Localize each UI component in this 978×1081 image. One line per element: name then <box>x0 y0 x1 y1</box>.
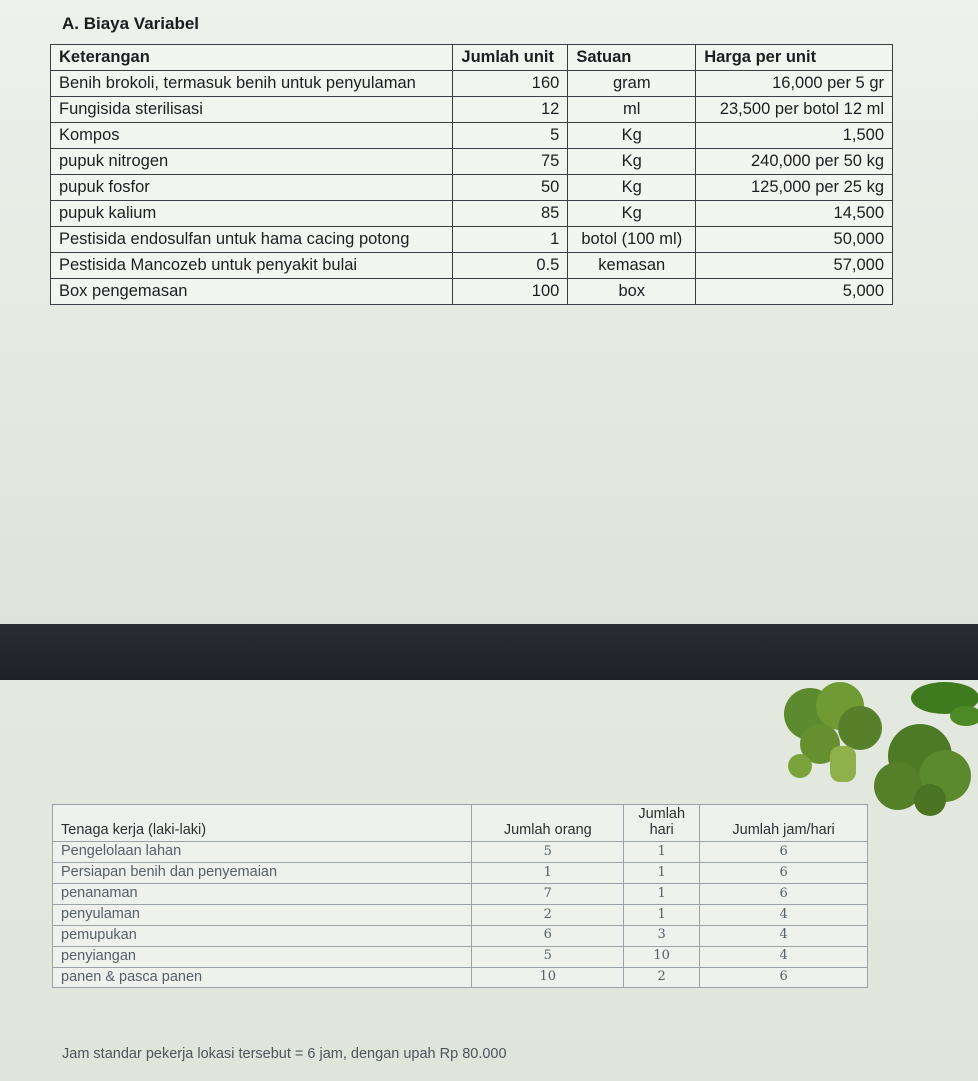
cell-keterangan: pupuk fosfor <box>51 174 453 200</box>
labor-note: Jam standar pekerja lokasi tersebut = 6 jam, dengan upah Rp 80.000 <box>62 1046 507 1062</box>
cell-tenaga: Pengelolaan lahan <box>53 841 472 862</box>
cell-hari: 1 <box>624 904 700 925</box>
header-jumlah-unit: Jumlah unit <box>453 45 568 71</box>
cell-jumlah: 75 <box>453 148 568 174</box>
cell-keterangan: pupuk kalium <box>51 200 453 226</box>
table-row <box>51 252 893 278</box>
table-row <box>53 883 868 904</box>
cell-satuan: box <box>568 278 696 304</box>
cell-orang: 5 <box>472 946 624 967</box>
cell-satuan: botol (100 ml) <box>568 226 696 252</box>
table-row <box>51 70 893 96</box>
table-row <box>51 148 893 174</box>
cell-harga: 14,500 <box>696 200 893 226</box>
cell-tenaga: penyiangan <box>53 946 472 967</box>
cell-keterangan: Pestisida endosulfan untuk hama cacing potong <box>51 226 453 252</box>
cell-orang: 10 <box>472 967 624 988</box>
cell-keterangan: pupuk nitrogen <box>51 148 453 174</box>
cell-satuan: Kg <box>568 174 696 200</box>
cell-jam: 4 <box>700 925 868 946</box>
cell-harga: 50,000 <box>696 226 893 252</box>
table-row <box>53 904 868 925</box>
cell-harga: 57,000 <box>696 252 893 278</box>
table-row <box>51 278 893 304</box>
dark-slide-divider <box>0 624 978 680</box>
table-row <box>53 862 868 883</box>
header-keterangan: Keterangan <box>51 45 453 71</box>
cell-jam: 6 <box>700 883 868 904</box>
cell-tenaga: penanaman <box>53 883 472 904</box>
cell-tenaga: penyulaman <box>53 904 472 925</box>
broccoli-icon <box>770 676 978 816</box>
cell-jam: 6 <box>700 841 868 862</box>
cell-tenaga: panen & pasca panen <box>53 967 472 988</box>
cell-jam: 4 <box>700 904 868 925</box>
table-header-row <box>53 805 868 842</box>
section-title: A. Biaya Variabel <box>62 14 200 33</box>
cell-harga: 23,500 per botol 12 ml <box>696 96 893 122</box>
table-row <box>53 967 868 988</box>
cell-hari: 10 <box>624 946 700 967</box>
cell-jam: 6 <box>700 862 868 883</box>
header-satuan: Satuan <box>568 45 696 71</box>
header-jumlah-orang: Jumlah orang <box>472 805 624 842</box>
cell-harga: 16,000 per 5 gr <box>696 70 893 96</box>
cell-tenaga: Persiapan benih dan penyemaian <box>53 862 472 883</box>
variable-cost-table <box>50 44 893 305</box>
cell-jumlah: 0.5 <box>453 252 568 278</box>
cell-hari: 1 <box>624 883 700 904</box>
cell-satuan: Kg <box>568 148 696 174</box>
cell-satuan: Kg <box>568 122 696 148</box>
cell-tenaga: pemupukan <box>53 925 472 946</box>
header-tenaga: Tenaga kerja (laki-laki) <box>53 805 472 842</box>
header-jumlah-jam: Jumlah jam/hari <box>700 805 868 842</box>
cell-jumlah: 5 <box>453 122 568 148</box>
table-row <box>53 925 868 946</box>
cell-hari: 1 <box>624 841 700 862</box>
cell-hari: 1 <box>624 862 700 883</box>
cell-jumlah: 85 <box>453 200 568 226</box>
header-harga: Harga per unit <box>696 45 893 71</box>
cell-satuan: kemasan <box>568 252 696 278</box>
cell-jam: 4 <box>700 946 868 967</box>
cell-satuan: gram <box>568 70 696 96</box>
cell-jumlah: 160 <box>453 70 568 96</box>
cell-orang: 7 <box>472 883 624 904</box>
cell-orang: 1 <box>472 862 624 883</box>
cell-satuan: Kg <box>568 200 696 226</box>
cell-keterangan: Kompos <box>51 122 453 148</box>
cell-jumlah: 50 <box>453 174 568 200</box>
cell-hari: 3 <box>624 925 700 946</box>
cell-orang: 5 <box>472 841 624 862</box>
table-row <box>53 946 868 967</box>
cell-hari: 2 <box>624 967 700 988</box>
cell-jumlah: 12 <box>453 96 568 122</box>
cell-jam: 6 <box>700 967 868 988</box>
table-row <box>51 122 893 148</box>
table-row <box>53 841 868 862</box>
labor-table <box>52 804 868 988</box>
cell-jumlah: 1 <box>453 226 568 252</box>
cell-keterangan: Fungisida sterilisasi <box>51 96 453 122</box>
cell-jumlah: 100 <box>453 278 568 304</box>
cell-orang: 2 <box>472 904 624 925</box>
cell-harga: 240,000 per 50 kg <box>696 148 893 174</box>
cell-keterangan: Box pengemasan <box>51 278 453 304</box>
table-row <box>51 226 893 252</box>
header-jumlah-hari: Jumlah hari <box>624 805 700 842</box>
table-row <box>51 200 893 226</box>
table-header-row <box>51 45 893 71</box>
cell-orang: 6 <box>472 925 624 946</box>
table-row <box>51 174 893 200</box>
cell-harga: 1,500 <box>696 122 893 148</box>
cell-keterangan: Pestisida Mancozeb untuk penyakit bulai <box>51 252 453 278</box>
table-row <box>51 96 893 122</box>
cell-harga: 125,000 per 25 kg <box>696 174 893 200</box>
cell-satuan: ml <box>568 96 696 122</box>
cell-harga: 5,000 <box>696 278 893 304</box>
cell-keterangan: Benih brokoli, termasuk benih untuk penyulaman <box>51 70 453 96</box>
